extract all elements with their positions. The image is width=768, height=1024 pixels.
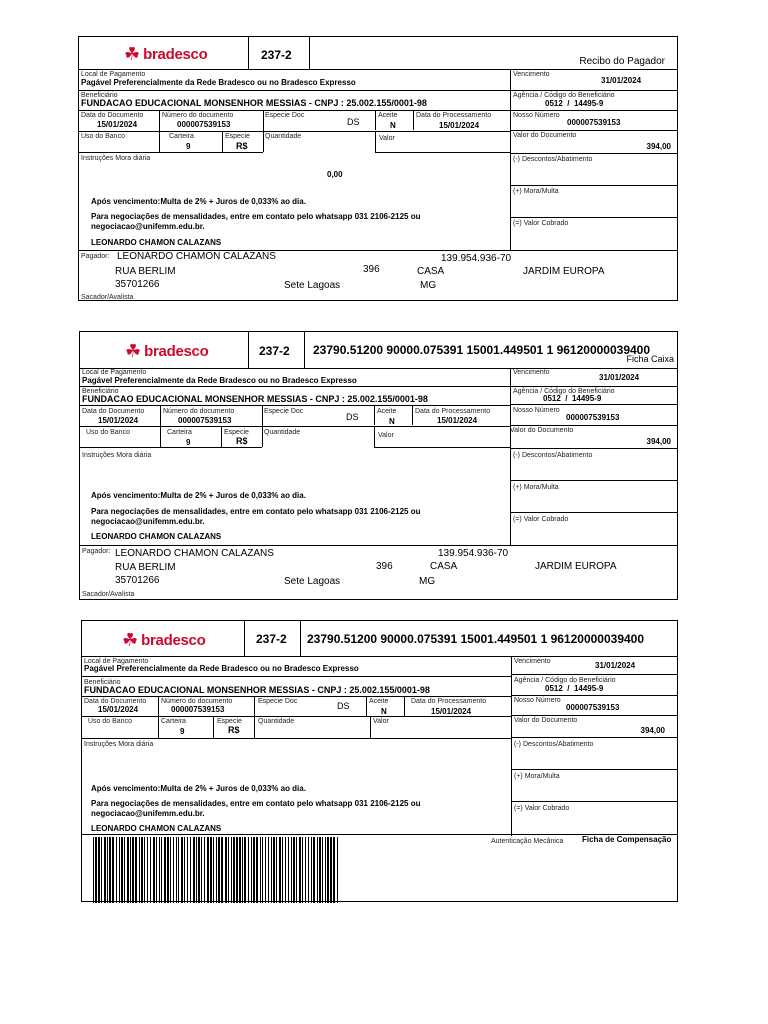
quantity-label: Quantidade <box>265 133 302 140</box>
document-value-label: Valor do Documento <box>513 132 577 139</box>
bradesco-tree-icon: ☘ <box>124 44 141 64</box>
instructions-label: Instruções Mora diária <box>81 155 151 162</box>
document-date-label: Data do Documento <box>81 112 144 119</box>
processing-date-label: Data do Processamento <box>411 698 487 705</box>
instruction-line-3: negociacao@unifemm.edu.br. <box>91 517 205 526</box>
fine-label: (+) Mora/Multa <box>513 484 559 491</box>
payer-district: JARDIM EUROPA <box>535 561 617 572</box>
payer-zip: 35701266 <box>115 279 160 290</box>
guarantor-label: Sacador/Avalista <box>82 591 135 598</box>
currency: R$ <box>228 725 240 735</box>
value-label: Valor <box>379 135 395 142</box>
due-date-label: Vencimento <box>513 71 550 78</box>
digitable-line: 23790.51200 90000.075391 15001.449501 1 96120000039400 <box>307 632 645 646</box>
brand-name: bradesco <box>141 631 206 649</box>
document-number: 000007539153 <box>177 120 231 129</box>
document-number: 000007539153 <box>171 705 225 714</box>
acceptance: N <box>389 417 395 426</box>
payer-state: MG <box>420 280 437 291</box>
digitable-line: 23790.51200 90000.075391 15001.449501 1 96120000039400 <box>313 343 651 357</box>
payer-number: 396 <box>363 264 380 275</box>
payer-number: 396 <box>376 561 393 572</box>
due-date: 31/01/2024 <box>595 661 636 670</box>
due-date: 31/01/2024 <box>599 373 640 382</box>
document-date: 15/01/2024 <box>97 120 138 129</box>
bradesco-logo <box>125 342 208 360</box>
slip-title: Ficha Caixa <box>626 354 674 364</box>
processing-date-label: Data do Processamento <box>415 408 491 415</box>
processing-date-label: Data do Processamento <box>416 112 492 119</box>
instruction-line-2: Para negociações de mensalidades, entre em contato pelo whatsapp 031 2106-2125 ou <box>91 212 421 221</box>
instruction-line-1: Após vencimento:Multa de 2% + Juros de 0,033% ao dia. <box>91 197 306 206</box>
payment-place-label: Local de Pagamento <box>81 71 146 78</box>
bank-use-label: Uso do Banco <box>88 718 132 725</box>
instruction-line-1: Após vencimento:Multa de 2% + Juros de 0,033% ao dia. <box>91 491 306 500</box>
instruction-line-4: LEONARDO CHAMON CALAZANS <box>91 532 222 541</box>
brand-name: bradesco <box>144 342 209 360</box>
instruction-line-3: negociacao@unifemm.edu.br. <box>91 222 205 231</box>
payer-cpf: 139.954.936-70 <box>441 253 512 264</box>
payer-district: JARDIM EUROPA <box>523 266 605 277</box>
discount-label: (-) Descontos/Abatimento <box>513 156 593 163</box>
wallet: 9 <box>186 438 191 447</box>
document-value: 394,00 <box>646 142 671 151</box>
slip-title: Ficha de Compensação <box>582 835 672 844</box>
quantity-label: Quantidade <box>264 429 301 436</box>
payer-street: RUA BERLIM <box>115 562 176 573</box>
document-type-label: Especie Doc <box>258 698 298 705</box>
payment-place: Pagável Preferencialmente da Rede Bradesco ou no Bradesco Expresso <box>82 376 357 385</box>
document-date-label: Data do Documento <box>82 408 145 415</box>
payer-label: Pagador: <box>81 253 110 260</box>
document-type: DS <box>337 701 350 711</box>
beneficiary-label: Beneficiário <box>84 679 121 686</box>
instruction-line-4: LEONARDO CHAMON CALAZANS <box>91 824 222 833</box>
due-date: 31/01/2024 <box>601 76 642 85</box>
instruction-line-2: Para negociações de mensalidades, entre em contato pelo whatsapp 031 2106-2125 ou <box>91 799 421 808</box>
bank-code: 237-2 <box>261 48 292 62</box>
our-number-label: Nosso Número <box>514 697 561 704</box>
cashier-slip <box>79 331 678 600</box>
currency-type-label: Especie <box>225 133 250 140</box>
charged-value-label: (=) Valor Cobrado <box>513 220 569 227</box>
payer-name: LEONARDO CHAMON CALAZANS <box>115 548 274 559</box>
wallet-label: Carteira <box>161 718 186 725</box>
fine-label: (+) Mora/Multa <box>514 773 560 780</box>
document-number: 000007539153 <box>178 416 232 425</box>
document-value: 394,00 <box>640 726 665 735</box>
due-date-label: Vencimento <box>514 658 551 665</box>
document-date: 15/01/2024 <box>98 416 139 425</box>
acceptance: N <box>390 121 396 130</box>
payment-place-label: Local de Pagamento <box>82 369 147 376</box>
agency-code: 0512 / 14495-9 <box>545 684 604 693</box>
quantity-label: Quantidade <box>258 718 295 725</box>
payer-label: Pagador: <box>82 548 111 555</box>
agency-label: Agência / Código do Beneficiário <box>513 92 615 99</box>
receipt-slip <box>78 36 678 301</box>
wallet-label: Carteira <box>169 133 194 140</box>
compensation-slip <box>81 620 678 902</box>
charged-value-label: (=) Valor Cobrado <box>513 516 569 523</box>
value-label: Valor <box>378 432 394 439</box>
instructions-label: Instruções Mora diária <box>82 452 152 459</box>
document-type-label: Especie Doc <box>265 112 305 119</box>
bank-code: 237-2 <box>259 344 290 358</box>
document-number-label: Número do documento <box>161 698 233 705</box>
document-value-label: Valor do Documento <box>514 717 578 724</box>
payer-city: Sete Lagoas <box>284 576 341 587</box>
acceptance-label: Aceite <box>377 408 397 415</box>
discount-label: (-) Descontos/Abatimento <box>514 741 594 748</box>
instruction-line-1: Após vencimento:Multa de 2% + Juros de 0,033% ao dia. <box>91 784 306 793</box>
payer-name: LEONARDO CHAMON CALAZANS <box>117 251 276 262</box>
beneficiary-label: Beneficiário <box>82 388 119 395</box>
charged-value-label: (=) Valor Cobrado <box>514 805 570 812</box>
our-number: 000007539153 <box>566 413 620 422</box>
slip-title: Recibo do Pagador <box>579 56 665 67</box>
daily-interest: 0,00 <box>327 170 343 179</box>
processing-date: 15/01/2024 <box>437 416 478 425</box>
beneficiary: FUNDACAO EDUCACIONAL MONSENHOR MESSIAS - CNPJ : 25.002.155/0001-98 <box>84 685 430 695</box>
bank-use-label: Uso do Banco <box>86 429 130 436</box>
bradesco-logo <box>124 45 207 63</box>
instruction-line-3: negociacao@unifemm.edu.br. <box>91 809 205 818</box>
wallet: 9 <box>186 142 191 151</box>
document-type-label: Especie Doc <box>264 408 304 415</box>
wallet-label: Carteira <box>167 429 192 436</box>
our-number-label: Nosso Número <box>513 407 560 414</box>
mechanical-auth-label: Autenticação Mecânica <box>491 838 564 845</box>
payer-street: RUA BERLIM <box>115 266 176 277</box>
payer-city: Sete Lagoas <box>284 280 341 291</box>
brand-name: bradesco <box>143 45 208 63</box>
document-number-label: Número do documento <box>163 408 235 415</box>
instruction-line-2: Para negociações de mensalidades, entre em contato pelo whatsapp 031 2106-2125 ou <box>91 507 421 516</box>
document-type: DS <box>347 117 360 127</box>
document-value: 394,00 <box>646 437 671 446</box>
wallet: 9 <box>180 727 185 736</box>
fine-label: (+) Mora/Multa <box>513 188 559 195</box>
bank-code: 237-2 <box>256 632 287 646</box>
our-number: 000007539153 <box>566 703 620 712</box>
guarantor-label: Sacador/Avalista <box>81 294 134 301</box>
currency-type-label: Especie <box>224 429 249 436</box>
instruction-line-4: LEONARDO CHAMON CALAZANS <box>91 238 222 247</box>
processing-date: 15/01/2024 <box>431 707 472 716</box>
barcode <box>93 837 339 903</box>
payment-place: Pagável Preferencialmente da Rede Bradesco ou no Bradesco Expresso <box>84 664 359 673</box>
bank-use-label: Uso do Banco <box>81 133 125 140</box>
instructions-label: Instruções Mora diária <box>84 741 154 748</box>
payer-state: MG <box>419 576 436 587</box>
acceptance: N <box>381 707 387 716</box>
document-type: DS <box>346 412 359 422</box>
beneficiary: FUNDACAO EDUCACIONAL MONSENHOR MESSIAS - CNPJ : 25.002.155/0001-98 <box>81 98 427 108</box>
beneficiary-label: Beneficiário <box>81 92 118 99</box>
payment-place: Pagável Preferencialmente da Rede Bradesco ou no Bradesco Expresso <box>81 78 356 87</box>
agency-code: 0512 / 14495-9 <box>543 394 602 403</box>
document-date-label: Data do Documento <box>84 698 147 705</box>
agency-code: 0512 / 14495-9 <box>545 99 604 108</box>
our-number-label: Nosso Número <box>513 112 560 119</box>
processing-date: 15/01/2024 <box>439 121 480 130</box>
agency-label: Agência / Código do Beneficiário <box>514 677 616 684</box>
barcode-gap <box>338 837 339 903</box>
beneficiary: FUNDACAO EDUCACIONAL MONSENHOR MESSIAS - CNPJ : 25.002.155/0001-98 <box>82 394 428 404</box>
acceptance-label: Aceite <box>369 698 389 705</box>
our-number: 000007539153 <box>567 118 621 127</box>
payer-complement: CASA <box>417 266 445 277</box>
currency-type-label: Especie <box>217 718 242 725</box>
bradesco-tree-icon: ☘ <box>122 630 139 650</box>
document-value-label: Valor do Documento <box>510 427 574 434</box>
payment-place-label: Local de Pagamento <box>84 658 149 665</box>
due-date-label: Vencimento <box>513 369 550 376</box>
payer-zip: 35701266 <box>115 575 160 586</box>
bradesco-logo <box>122 631 205 649</box>
agency-label: Agência / Código do Beneficiário <box>513 388 615 395</box>
discount-label: (-) Descontos/Abatimento <box>513 452 593 459</box>
currency: R$ <box>236 436 248 446</box>
bradesco-tree-icon: ☘ <box>125 341 142 361</box>
currency: R$ <box>236 141 248 151</box>
document-date: 15/01/2024 <box>98 705 139 714</box>
acceptance-label: Aceite <box>378 112 398 119</box>
payer-complement: CASA <box>430 561 458 572</box>
document-number-label: Número do documento <box>162 112 234 119</box>
value-label: Valor <box>373 718 389 725</box>
payer-cpf: 139.954.936-70 <box>438 548 509 559</box>
